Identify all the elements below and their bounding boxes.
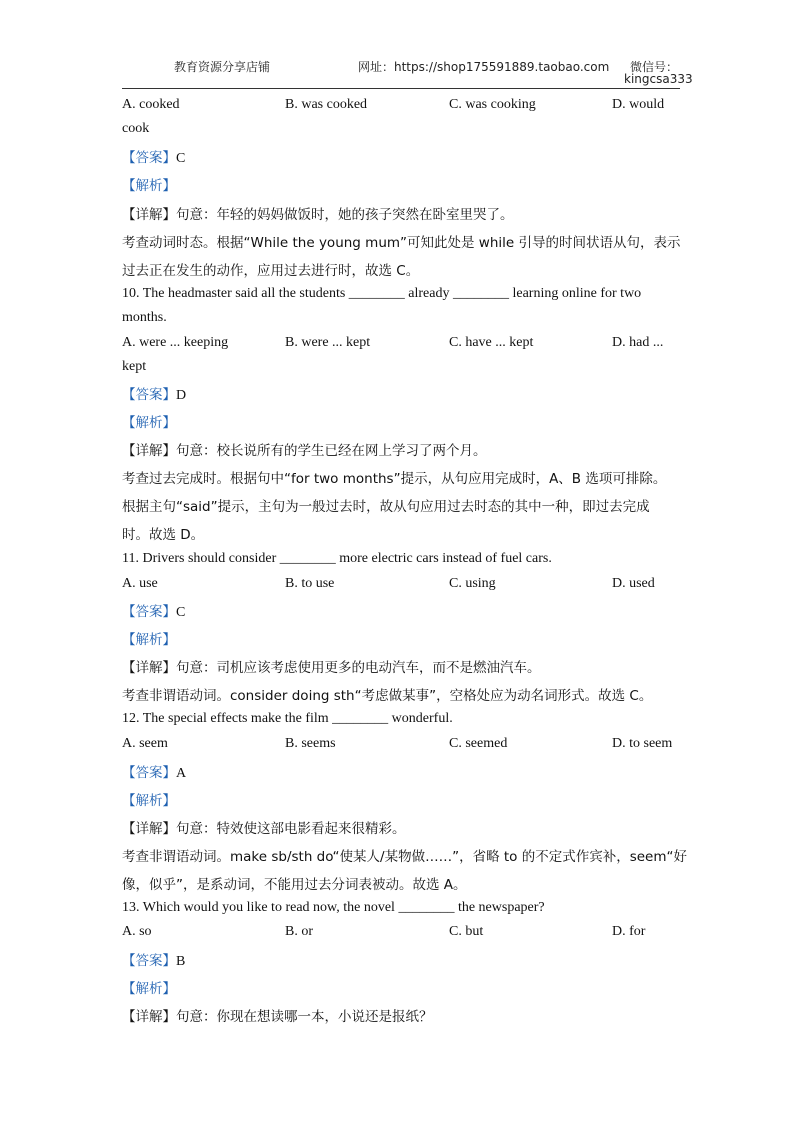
option-d: D. had ...: [612, 335, 664, 350]
option-wrap: cook: [122, 121, 150, 136]
question-text: 11. Drivers should consider ________ more electric cars instead of fuel cars.: [122, 551, 552, 566]
explanation-line-1: 考查非谓语动词。make sb/sth do“使某人/某物做……”，省略 to 的不定式作宾补，seem“好: [122, 849, 687, 865]
wechat-label: 微信号：: [629, 60, 678, 74]
detail-line: [122, 439, 487, 459]
answer-value: A: [176, 766, 187, 781]
detail-label: 【详解】: [122, 1009, 176, 1025]
option-c: C. was cooking: [449, 97, 536, 112]
shop-url[interactable]: 网址：https://shop175591889.taobao.com: [358, 60, 610, 74]
option-b: B. to use: [285, 576, 335, 591]
page-header: [122, 50, 693, 90]
option-b: B. seems: [285, 736, 336, 751]
wechat-id: kingcsa333: [624, 72, 693, 86]
question-text: 12. The special effects make the film ________ wonderful.: [122, 711, 453, 726]
answer-label: 【答案】: [122, 765, 176, 781]
option-b: B. were ... kept: [285, 335, 371, 350]
detail-label: 【详解】: [122, 821, 176, 837]
option-b: B. or: [285, 924, 313, 939]
option-d: D. to seem: [612, 736, 673, 751]
option-c: C. using: [449, 576, 496, 591]
answer-label: 【答案】: [122, 150, 176, 166]
option-a: A. were ... keeping: [122, 335, 229, 350]
detail-label: 【详解】: [122, 443, 176, 459]
analysis-label: 【解析】: [122, 632, 176, 648]
answer-value: C: [176, 605, 186, 620]
option-a: A. cooked: [122, 97, 180, 112]
detail-text: 句意：特效使这部电影看起来很精彩。: [176, 821, 406, 837]
analysis-label: 【解析】: [122, 178, 176, 194]
answer-line: [122, 949, 185, 970]
detail-line: [122, 1005, 433, 1025]
explanation-line-1: 考查动词时态。根据“While the young mum”可知此处是 while 引导的时间状语从句，表示: [122, 235, 681, 251]
header-divider: [122, 88, 680, 89]
detail-label: 【详解】: [122, 207, 176, 223]
option-d: D. used: [612, 576, 655, 591]
option-c: C. have ... kept: [449, 335, 534, 350]
option-a: A. seem: [122, 736, 168, 751]
shop-name: 教育资源分享店铺: [174, 60, 271, 74]
analysis-label: 【解析】: [122, 981, 176, 997]
detail-text: 句意：司机应该考虑使用更多的电动汽车，而不是燃油汽车。: [176, 660, 541, 676]
explanation-line-2: 像，似乎”，是系动词，不能用过去分词表被动。故选 A。: [122, 877, 467, 893]
answer-line: [122, 146, 185, 167]
explanation-line-2: 过去正在发生的动作，应用过去进行时，故选 C。: [122, 263, 420, 279]
option-b: B. was cooked: [285, 97, 368, 112]
question-text-cont: months.: [122, 310, 167, 325]
answer-value: D: [176, 388, 187, 403]
question-text: 10. The headmaster said all the students ________ already ________ learning online for two: [122, 286, 642, 301]
explanation-line-3: 时。故选 D。: [122, 527, 205, 543]
analysis-label: 【解析】: [122, 415, 176, 431]
answer-label: 【答案】: [122, 387, 176, 403]
option-wrap: kept: [122, 359, 147, 374]
answer-line: [122, 600, 185, 621]
option-c: C. seemed: [449, 736, 508, 751]
option-a: A. use: [122, 576, 158, 591]
option-a: A. so: [122, 924, 152, 939]
explanation-line-2: 根据主句“said”提示，主句为一般过去时，故从句应用过去时态的其中一种，即过去完成: [122, 499, 650, 515]
detail-line: [122, 656, 541, 676]
explanation-line-1: 考查过去完成时。根据句中“for two months”提示，从句应用完成时，A、B 选项可排除。: [122, 471, 667, 487]
answer-label: 【答案】: [122, 604, 176, 620]
explanation-line-1: 考查非谓语动词。consider doing sth“考虑做某事”，空格处应为动名词形式。故选 C。: [122, 688, 653, 704]
option-d: D. would: [612, 97, 665, 112]
option-d: D. for: [612, 924, 646, 939]
detail-label: 【详解】: [122, 660, 176, 676]
answer-value: C: [176, 151, 186, 166]
detail-text: 句意：校长说所有的学生已经在网上学习了两个月。: [176, 443, 487, 459]
answer-line: [122, 383, 186, 404]
detail-line: [122, 817, 406, 837]
answer-value: B: [176, 954, 186, 969]
answer-line: [122, 761, 186, 782]
detail-text: 句意：你现在想读哪一本，小说还是报纸？: [176, 1009, 433, 1025]
option-c: C. but: [449, 924, 484, 939]
answer-label: 【答案】: [122, 953, 176, 969]
detail-text: 句意：年轻的妈妈做饭时，她的孩子突然在卧室里哭了。: [176, 207, 514, 223]
detail-line: [122, 203, 514, 223]
analysis-label: 【解析】: [122, 793, 176, 809]
question-text: 13. Which would you like to read now, the novel ________ the newspaper?: [122, 900, 545, 915]
